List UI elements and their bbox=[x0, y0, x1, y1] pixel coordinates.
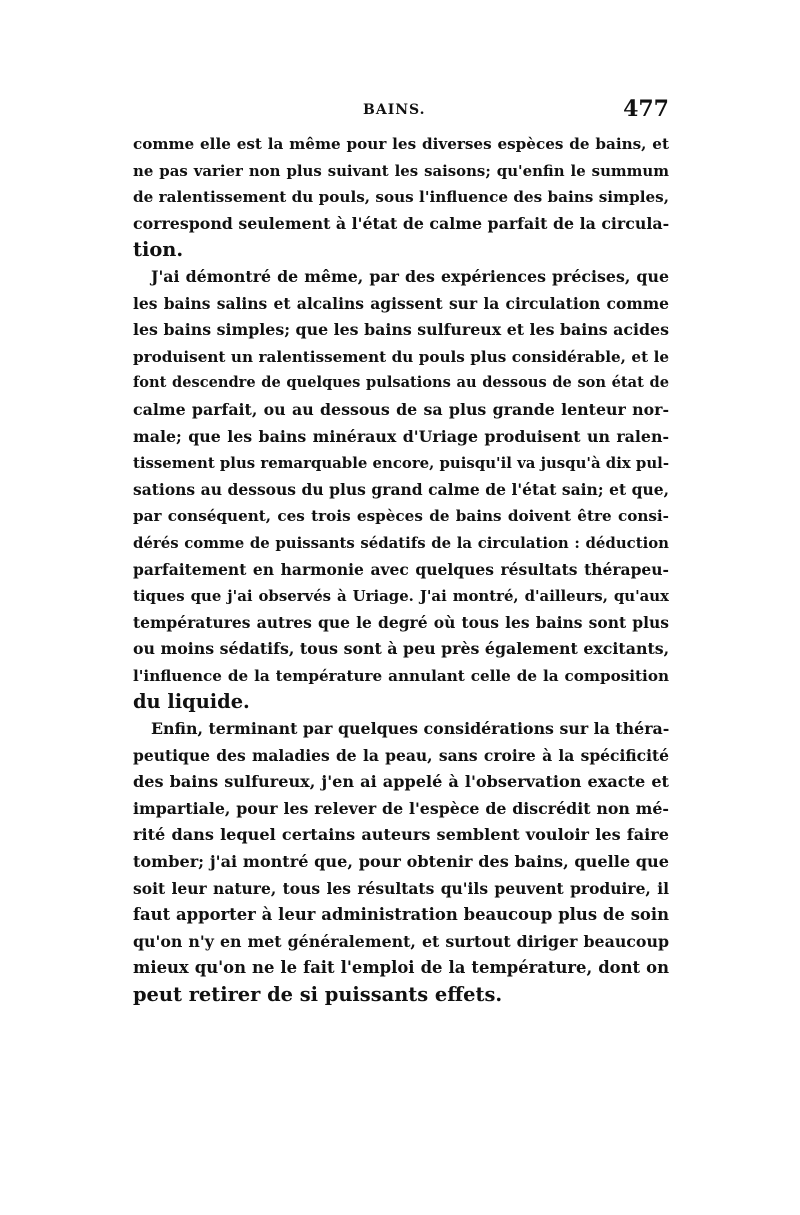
text-line: comme elle est la même pour les diverses espèces de bains, et bbox=[133, 135, 669, 153]
text-line: les bains simples; que les bains sulfureux et les bains acides bbox=[133, 320, 669, 340]
text-line: font descendre de quelques pulsations au dessous de son état de bbox=[133, 374, 669, 392]
text-line: températures autres que le degré où tous les bains sont plus bbox=[133, 612, 669, 632]
text-line: tomber; j'ai montré que, pour obtenir des bains, quelle que bbox=[133, 852, 669, 872]
text-line: ne pas varier non plus suivant les saisons; qu'enfin le summum bbox=[133, 161, 669, 180]
text-line: sations au dessous du plus grand calme de l'état sain; et que, bbox=[133, 479, 669, 499]
text-line: parfaitement en harmonie avec quelques résultats thérapeu- bbox=[133, 559, 669, 579]
text-line: tion. bbox=[133, 238, 184, 262]
text-line: faut apporter à leur administration beaucoup plus de soin bbox=[133, 905, 669, 925]
text-line: des bains sulfureux, j'en ai appelé à l'observation exacte et bbox=[133, 772, 669, 792]
text-line: qu'on n'y en met généralement, et surtout diriger beaucoup bbox=[133, 931, 669, 951]
text-line: soit leur nature, tous les résultats qu'ils peuvent produire, il bbox=[133, 878, 669, 898]
text-line: calme parfait, ou au dessous de sa plus grande lenteur nor- bbox=[133, 399, 669, 419]
text-line: dérés comme de puissants sédatifs de la circulation : déduction bbox=[133, 533, 669, 552]
page-number: 477 bbox=[623, 96, 669, 122]
text-line: Enfin, terminant par quelques considérations sur la théra- bbox=[151, 719, 669, 739]
text-line: les bains salins et alcalins agissent sur la circulation comme bbox=[133, 293, 669, 313]
text-line: impartiale, pour les relever de l'espèce de discrédit non mé- bbox=[133, 798, 669, 818]
text-line: par conséquent, ces trois espèces de bains doivent être consi- bbox=[133, 507, 669, 526]
text-line: male; que les bains minéraux d'Uriage produisent un ralen- bbox=[133, 426, 669, 446]
text-line: tissement plus remarquable encore, puisqu'il va jusqu'à dix pul- bbox=[133, 454, 669, 473]
text-line: de ralentissement du pouls, sous l'influence des bains simples, bbox=[133, 188, 669, 207]
page-header bbox=[133, 96, 669, 126]
text-line: peutique des maladies de la peau, sans croire à la spécificité bbox=[133, 745, 669, 765]
text-line: tiques que j'ai observés à Uriage. J'ai montré, d'ailleurs, qu'aux bbox=[133, 587, 669, 606]
text-line: correspond seulement à l'état de calme parfait de la circula- bbox=[133, 213, 669, 233]
body-text bbox=[133, 131, 669, 1009]
text-line: J'ai démontré de même, par des expériences précises, que bbox=[151, 266, 669, 286]
text-line: peut retirer de si puissants effets. bbox=[133, 983, 503, 1006]
text-line: ou moins sédatifs, tous sont à peu près également excitants, bbox=[133, 639, 669, 659]
text-line: l'influence de la température annulant celle de la composition bbox=[133, 666, 669, 685]
text-line: rité dans lequel certains auteurs semblent vouloir les faire bbox=[133, 825, 669, 845]
text-line: produisent un ralentissement du pouls plus considérable, et le bbox=[133, 347, 669, 366]
text-line: mieux qu'on ne le fait l'emploi de la température, dont on bbox=[133, 958, 669, 978]
running-title: BAINS. bbox=[363, 102, 426, 118]
text-line: du liquide. bbox=[133, 690, 250, 714]
